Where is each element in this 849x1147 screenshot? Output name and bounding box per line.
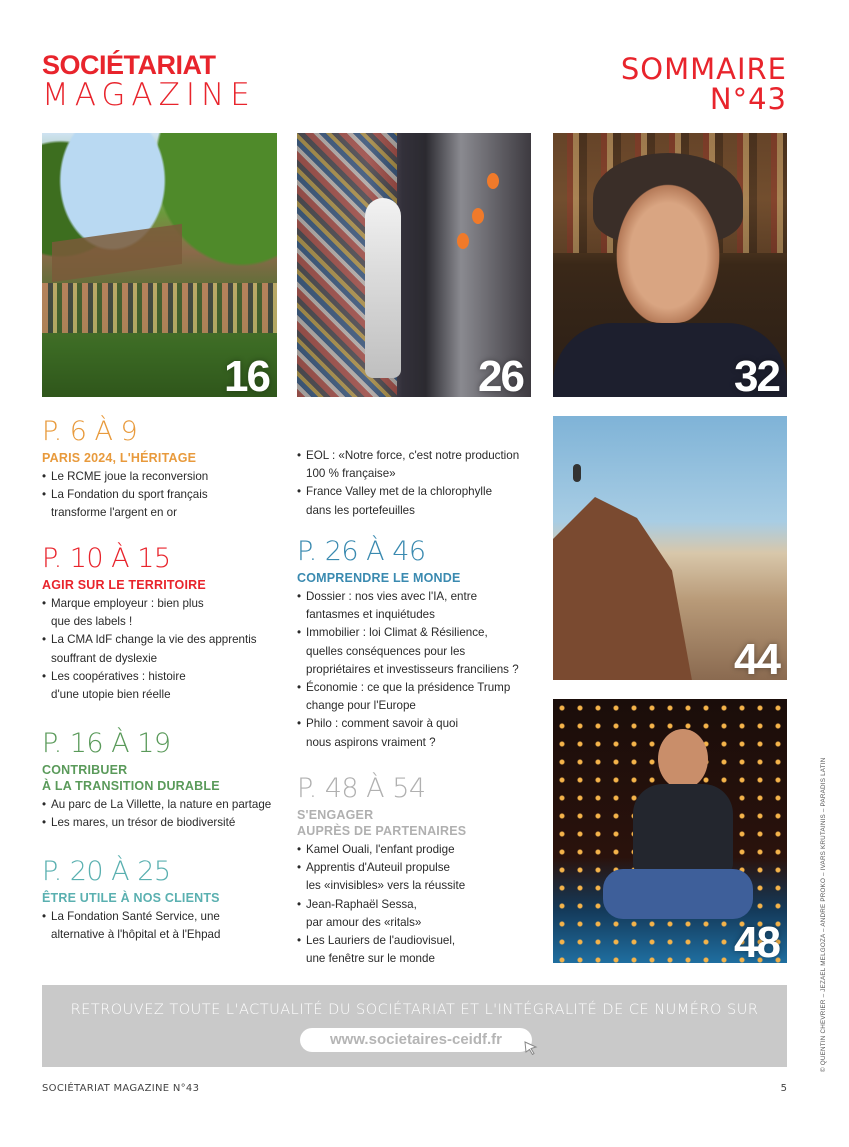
section-utile-clients (42, 858, 282, 944)
section-title[interactable] (297, 807, 547, 839)
list-item[interactable]: • La Fondation du sport français transforme l'argent en or (42, 486, 282, 522)
page-range: P. 10 À 15 (42, 543, 171, 574)
list-item[interactable]: • Philo : comment savoir à quoi nous aspirons vraiment ? (297, 715, 547, 751)
item-text: Apprentis d'Auteuil propulse (306, 861, 451, 875)
section-engager-partenaires (297, 775, 547, 968)
list-item[interactable]: • Jean-Raphaël Sessa, par amour des «ritals» (297, 896, 547, 932)
sommaire-heading (621, 54, 787, 115)
section-transition-durable (42, 730, 282, 832)
item-text: une fenêtre sur le monde (306, 952, 435, 966)
item-text: propriétaires et investisseurs franciliens ? (306, 662, 519, 676)
title-line: CONTRIBUER (42, 763, 128, 777)
title-line: AUPRÈS DE PARTENAIRES (297, 824, 467, 838)
footer-magazine-name: SOCIÉTARIAT MAGAZINE N°43 (42, 1083, 200, 1094)
photo-page-number: 32 (734, 352, 779, 397)
section-paris-2024 (42, 418, 282, 523)
list-item[interactable]: • Dossier : nos vies avec l'IA, entre fantasmes et inquiétudes (297, 588, 547, 624)
title-line: S'ENGAGER (297, 808, 374, 822)
cursor-icon (524, 1041, 538, 1055)
item-text: Au parc de La Villette, la nature en partage (51, 798, 272, 811)
section-title[interactable]: PARIS 2024, L'HÉRITAGE (42, 451, 197, 465)
item-text: La Fondation Santé Service, une (51, 910, 220, 923)
photo-page-number: 26 (478, 352, 523, 397)
lantern-icon (472, 208, 484, 224)
sommaire-label: SOMMAIRE (620, 52, 787, 86)
list-item[interactable]: • Marque employeur : bien plus que des labels ! (42, 595, 282, 631)
website-link[interactable]: www.societaires-ceidf.fr (300, 1028, 532, 1052)
item-text: Kamel Ouali, l'enfant prodige (306, 843, 455, 856)
section-title[interactable]: ÊTRE UTILE À NOS CLIENTS (42, 891, 220, 905)
photo-credits: © QUENTIN CHEVRIER – JEZAEL MELGOZA – ANDRE PROKO – IVARS KRUTAINIS – PARADIS LATIN (820, 757, 827, 1072)
item-text: Le RCME joue la reconversion (51, 470, 209, 483)
lantern-icon (487, 173, 499, 189)
page-range: P. 20 À 25 (42, 856, 171, 887)
list-item[interactable]: • Économie : ce que la présidence Trump change pour l'Europe (297, 679, 547, 715)
section-continuation (297, 445, 547, 520)
garden-crowd-photo[interactable] (42, 133, 277, 397)
item-text: Dossier : nos vies avec l'IA, entre (306, 590, 478, 603)
robot-alley-photo[interactable] (297, 133, 531, 397)
item-text: que des labels ! (51, 615, 133, 629)
section-title[interactable]: AGIR SUR LE TERRITOIRE (42, 578, 206, 592)
figure-head (658, 729, 708, 789)
figure-body (633, 784, 733, 874)
page-range: P. 48 À 54 (297, 773, 426, 804)
item-text: Économie : ce que la présidence Trump (306, 681, 511, 695)
issue-number: N°43 (709, 82, 787, 117)
item-text: nous aspirons vraiment ? (306, 735, 436, 749)
list-item[interactable]: • Au parc de La Villette, la nature en partage (42, 798, 272, 811)
list-item[interactable]: • La CMA IdF change la vie des apprentis souffrant de dyslexie (42, 631, 282, 667)
page-range: P. 6 À 9 (42, 416, 138, 447)
brand-title: SOCIÉTARIAT (42, 50, 216, 80)
figure-legs (603, 869, 753, 919)
portrait-face (608, 173, 728, 323)
item-text: 100 % française» (306, 467, 396, 481)
list-item[interactable]: • France Valley met de la chlorophylle dans les portefeuilles (297, 483, 547, 519)
list-item[interactable]: • Le RCME joue la reconversion (42, 470, 209, 483)
item-text: Les coopératives : histoire (51, 669, 186, 683)
section-title[interactable]: COMPRENDRE LE MONDE (297, 571, 461, 585)
robot-figure (365, 198, 401, 378)
section-agir-territoire (42, 545, 282, 704)
title-line: À LA TRANSITION DURABLE (42, 779, 220, 793)
photo-page-number: 44 (734, 635, 779, 680)
item-text: change pour l'Europe (306, 699, 416, 713)
section-comprendre-monde (297, 538, 547, 752)
seated-man-figure (623, 729, 743, 939)
cliff-landscape-photo[interactable] (553, 416, 787, 680)
seated-man-photo[interactable] (553, 699, 787, 963)
item-text: La CMA IdF change la vie des apprentis (51, 633, 257, 647)
brand-subtitle: MAGAZINE (42, 77, 256, 113)
item-text: EOL : «Notre force, c'est notre production (306, 449, 520, 462)
banner-text: RETROUVEZ TOUTE L'ACTUALITÉ DU SOCIÉTARIAT ET L'INTÉGRALITÉ DE CE NUMÉRO SUR (70, 1002, 759, 1018)
item-text: transforme l'argent en or (51, 506, 177, 520)
item-text: Marque employeur : bien plus (51, 597, 204, 610)
item-text: dans les portefeuilles (306, 503, 415, 517)
item-text: Les Lauriers de l'audiovisuel, (306, 934, 456, 948)
photo-page-number: 48 (734, 918, 779, 963)
item-text: La Fondation du sport français (51, 488, 208, 502)
list-item[interactable]: • Kamel Ouali, l'enfant prodige (297, 843, 455, 856)
list-item[interactable]: • EOL : «Notre force, c'est notre production 100 % française» (297, 447, 547, 483)
list-item[interactable]: • Les coopératives : histoire d'une utopie bien réelle (42, 668, 282, 704)
item-text: Immobilier : loi Climat & Résilience, (306, 626, 488, 640)
page-range: P. 16 À 19 (42, 728, 171, 759)
item-text: les «invisibles» vers la réussite (306, 879, 466, 893)
item-text: Les mares, un trésor de biodiversité (51, 816, 236, 830)
page-number: 5 (780, 1083, 787, 1094)
item-text: quelles conséquences pour les (306, 644, 466, 658)
website-banner (42, 985, 787, 1067)
section-title[interactable] (42, 762, 282, 794)
item-text: Jean-Raphaël Sessa, (306, 897, 417, 911)
item-text: Philo : comment savoir à quoi (306, 717, 459, 731)
item-text: par amour des «ritals» (306, 915, 422, 929)
list-item[interactable]: • Les Lauriers de l'audiovisuel, une fenêtre sur le monde (297, 932, 547, 968)
list-item[interactable]: • Les mares, un trésor de biodiversité (42, 816, 236, 830)
list-item[interactable]: • Immobilier : loi Climat & Résilience, quelles conséquences pour les propriétaires et investisseurs franciliens ? (297, 624, 547, 679)
portrait-photo[interactable] (553, 133, 787, 397)
page-range: P. 26 À 46 (297, 536, 426, 567)
lantern-icon (457, 233, 469, 249)
item-text: alternative à l'hôpital et à l'Ehpad (51, 928, 221, 942)
item-text: d'une utopie bien réelle (51, 688, 171, 702)
photo-page-number: 16 (224, 352, 269, 397)
list-item[interactable]: • La Fondation Santé Service, une alternative à l'hôpital et à l'Ehpad (42, 908, 282, 944)
item-text: France Valley met de la chlorophylle (306, 485, 493, 499)
list-item[interactable]: • Apprentis d'Auteuil propulse les «invisibles» vers la réussite (297, 859, 547, 895)
item-text: souffrant de dyslexie (51, 651, 158, 665)
item-text: fantasmes et inquiétudes (306, 608, 435, 622)
